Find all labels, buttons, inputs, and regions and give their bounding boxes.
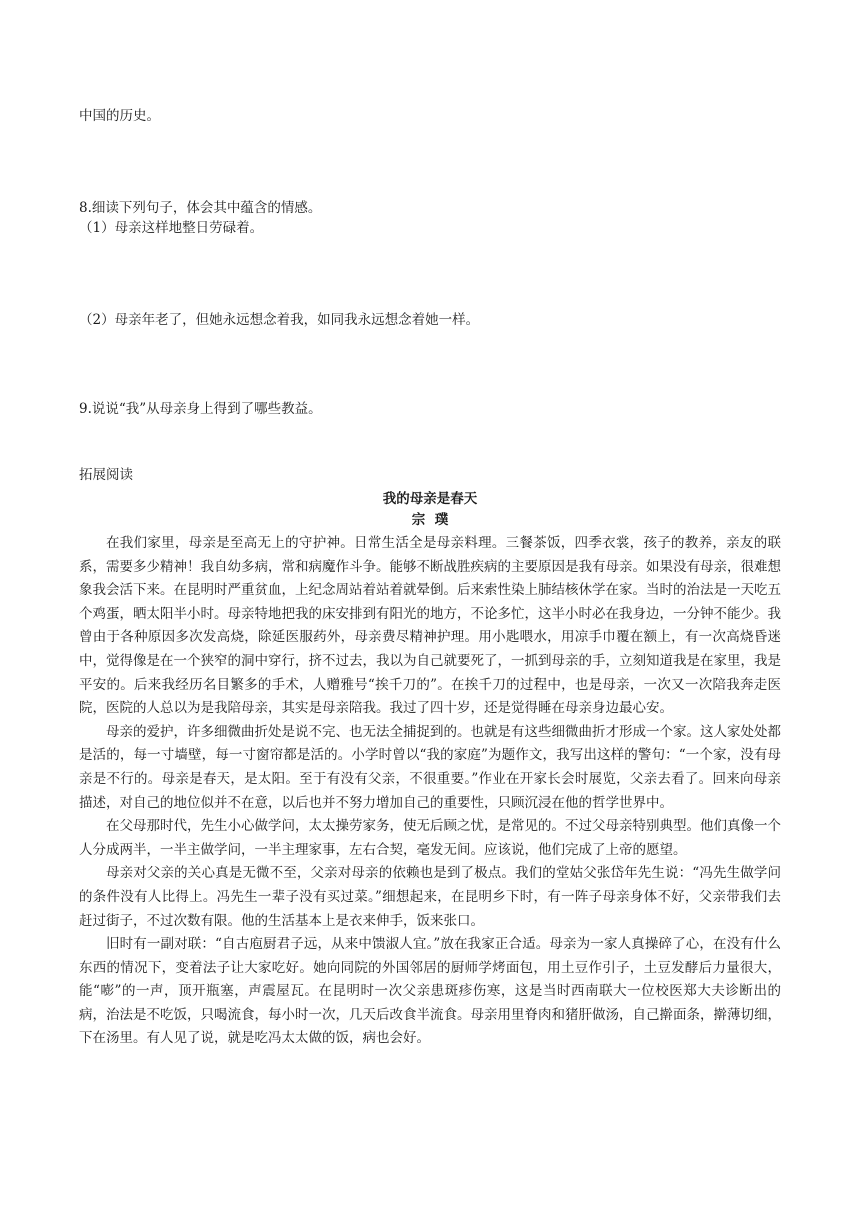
article-paragraph: 在我们家里，母亲是至高无上的守护神。日常生活全是母亲料理。三餐茶饭，四季衣裳，孩子的教养，亲友的联系，需要多少精神！我自幼多病，常和病魔作斗争。能够不断战胜疾病的主要原因是我有母亲。如果没有母亲，很难想象我会活下来。在昆明时严重贫血，上纪念周站着站着就晕倒。后来索性染上肺结核休学在家。当时的治法是一天吃五个鸡蛋，晒太阳半小时。母亲特地把我的床安排到有阳光的地方，不论多忙，这半小时必在我身边，一分钟不能少。我曾由于各种原因多次发高烧，除延医服药外，母亲费尽精神护理。用小匙喂水，用凉手巾覆在额上，有一次高烧昏迷中，觉得像是在一个狭窄的洞中穿行，挤不过去，我以为自己就要死了，一抓到母亲的手，立刻知道我是在家里，我是平安的。后来我经历名目繁多的手术，人赠雅号“挨千刀的”。在挨千刀的过程中，也是母亲，一次又一次陪我奔走医院，医院的人总以为是我陪母亲，其实是母亲陪我。我过了四十岁，还是觉得睡在母亲身边最心安。	[79, 535, 781, 717]
question-8-item-1: （1）母亲这样地整日劳碌着。	[79, 220, 264, 236]
article-paragraph: 母亲对父亲的关心真是无微不至，父亲对母亲的依赖也是到了极点。我们的堂姑父张岱年先生说：“冯先生做学问的条件没有人比得上。冯先生一辈子没有买过菜。”细想起来，在昆明乡下时，有一阵子母亲身体不好，父亲带我们去赶过街子，不过次数有限。他的生活基本上是衣来伸手，饭来张口。	[79, 865, 781, 929]
article-paragraph: 在父母那时代，先生小心做学问，太太操劳家务，使无后顾之忧，是常见的。不过父母亲特别典型。他们真像一个人分成两半，一半主做学问，一半主理家事，左右合契，毫发无间。应该说，他们完成了上帝的愿望。	[79, 818, 781, 858]
article-paragraph: 母亲的爱护，许多细微曲折处是说不完、也无法全捕捉到的。也就是有这些细微曲折才形成一个家。这人家处处都是活的，每一寸墙壁，每一寸窗帘都是活的。小学时曾以“我的家庭”为题作文，我写出这样的警句：“一个家，没有母亲是不行的。母亲是春天，是太阳。至于有没有父亲，不很重要。”作业在开家长会时展览，父亲去看了。回来向母亲描述，对自己的地位似并不在意，以后也并不努力增加自己的重要性，只顾沉浸在他的哲学世界中。	[79, 723, 781, 811]
section-label: 拓展阅读	[79, 467, 133, 483]
article-body	[79, 532, 781, 1051]
question-8-item-2: （2）母亲年老了，但她永远想念着我，如同我永远想念着她一样。	[79, 312, 480, 328]
article-paragraph: 旧时有一副对联：“自古庖厨君子远，从来中馈淑人宜。”放在我家正合适。母亲为一家人真操碎了心，在没有什么东西的情况下，变着法子让大家吃好。她向同院的外国邻居的厨师学烤面包，用土豆作引子，土豆发酵后力量很大，能“嘭”的一声，顶开瓶塞，声震屋瓦。在昆明时一次父亲患斑疹伤寒，这是当时西南联大一位校医郑大夫诊断出的病，治法是不吃饭，只喝流食，每小时一次，几天后改食半流食。母亲用里脊肉和猪肝做汤，自己擀面条，擀薄切细，下在汤里。有人见了说，就是吃冯太太做的饭，病也会好。	[79, 936, 781, 1047]
article-author: 宗 璞	[411, 512, 449, 528]
article-title: 我的母亲是春天	[382, 491, 478, 507]
question-8-prompt: 8.细读下列句子，体会其中蕴含的情感。	[79, 200, 322, 216]
intro-tail-text: 中国的历史。	[79, 108, 160, 124]
question-9-prompt: 9.说说“我”从母亲身上得到了哪些教益。	[79, 401, 322, 417]
